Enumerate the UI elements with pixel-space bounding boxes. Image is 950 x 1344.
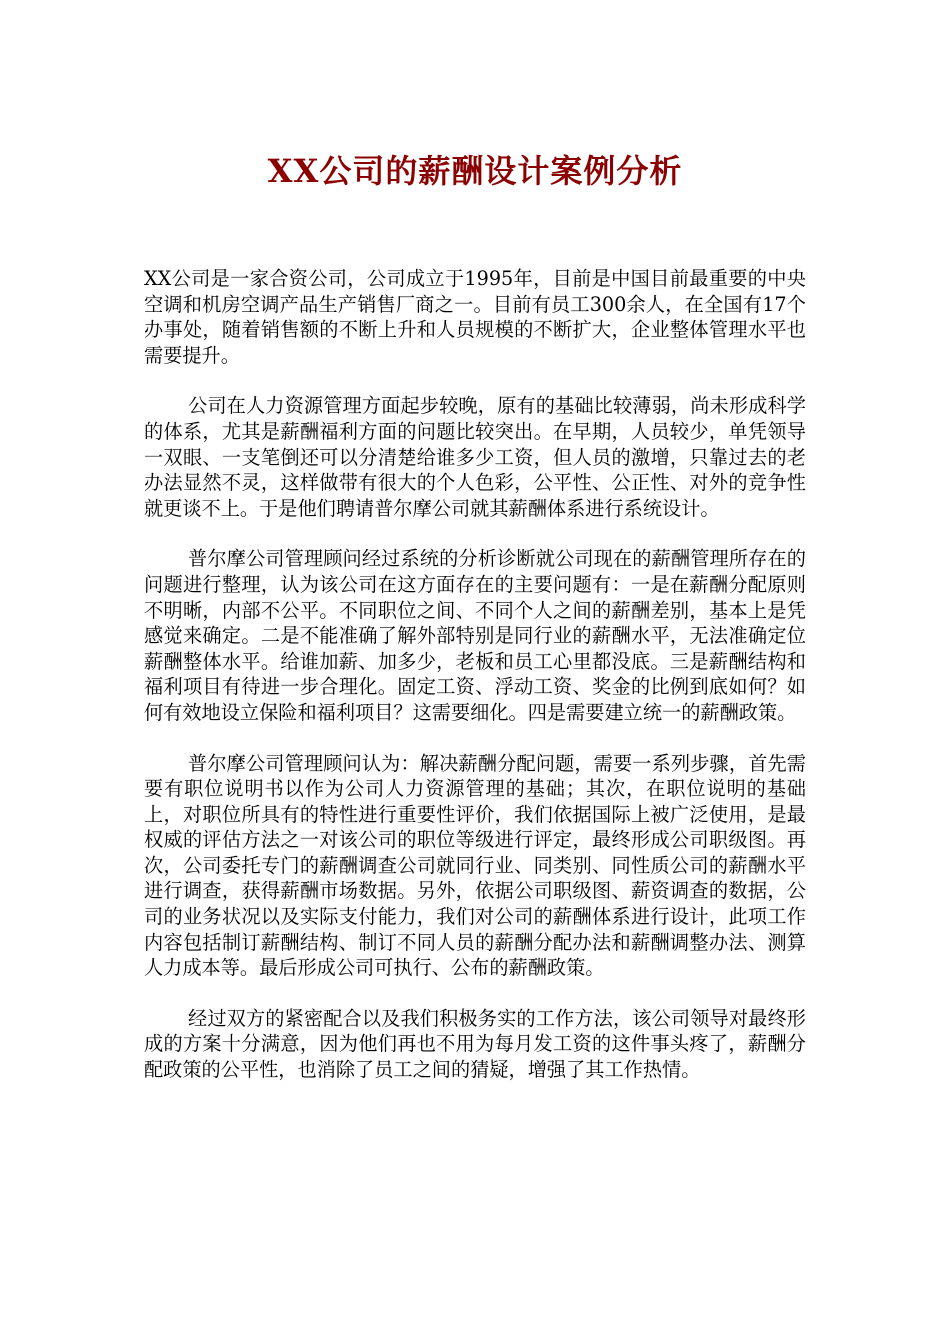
paragraph-intro: XX公司是一家合资公司，公司成立于1995年，目前是中国目前最重要的中央空调和机房空调产品生产销售厂商之一。目前有员工300余人，在全国有17个办事处，随着销售额的不断上升和人员规模的不断扩大，企业整体管理水平也需要提升。 xyxy=(144,267,806,367)
paragraph-background: 公司在人力资源管理方面起步较晚，原有的基础比较薄弱，尚未形成科学的体系，尤其是薪酬福利方面的问题比较突出。在早期，人员较少，单凭领导一双眼、一支笔倒还可以分清楚给谁多少工资，但人员的激增，只靠过去的老办法显然不灵，这样做带有很大的个人色彩，公平性、公正性、对外的竞争性就更谈不上。于是他们聘请普尔摩公司就其薪酬体系进行系统设计。 xyxy=(144,394,806,520)
paragraph-outcome: 经过双方的紧密配合以及我们积极务实的工作方法，该公司领导对最终形成的方案十分满意，因为他们再也不用为每月发工资的这件事头疼了，薪酬分配政策的公平性，也消除了员工之间的猜疑，增强了其工作热情。 xyxy=(144,1006,806,1082)
document-body xyxy=(144,266,806,1108)
document-title: XX公司的薪酬设计案例分析 xyxy=(267,152,683,191)
paragraph-solution: 普尔摩公司管理顾问认为：解决薪酬分配问题，需要一系列步骤，首先需要有职位说明书以作为公司人力资源管理的基础；其次，在职位说明的基础上，对职位所具有的特性进行重要性评价，我们依据国际上被广泛使用，是最权威的评估方法之一对该公司的职位等级进行评定，最终形成公司职级图。再次，公司委托专门的薪酬调查公司就同行业、同类别、同性质公司的薪酬水平进行调查，获得薪酬市场数据。另外，依据公司职级图、薪资调查的数据，公司的业务状况以及实际支付能力，我们对公司的薪酬体系进行设计，此项工作内容包括制订薪酬结构、制订不同人员的薪酬分配办法和薪酬调整办法、测算人力成本等。最后形成公司可执行、公布的薪酬政策。 xyxy=(144,751,806,980)
paragraph-problems: 普尔摩公司管理顾问经过系统的分析诊断就公司现在的薪酬管理所存在的问题进行整理，认为该公司在这方面存在的主要问题有：一是在薪酬分配原则不明晰，内部不公平。不同职位之间、不同个人之间的薪酬差别，基本上是凭感觉来确定。二是不能准确了解外部特别是同行业的薪酬水平，无法准确定位薪酬整体水平。给谁加薪、加多少，老板和员工心里都没底。三是薪酬结构和福利项目有待进一步合理化。固定工资、浮动工资、奖金的比例到底如何？如何有效地设立保险和福利项目？这需要细化。四是需要建立统一的薪酬政策。 xyxy=(144,547,806,724)
